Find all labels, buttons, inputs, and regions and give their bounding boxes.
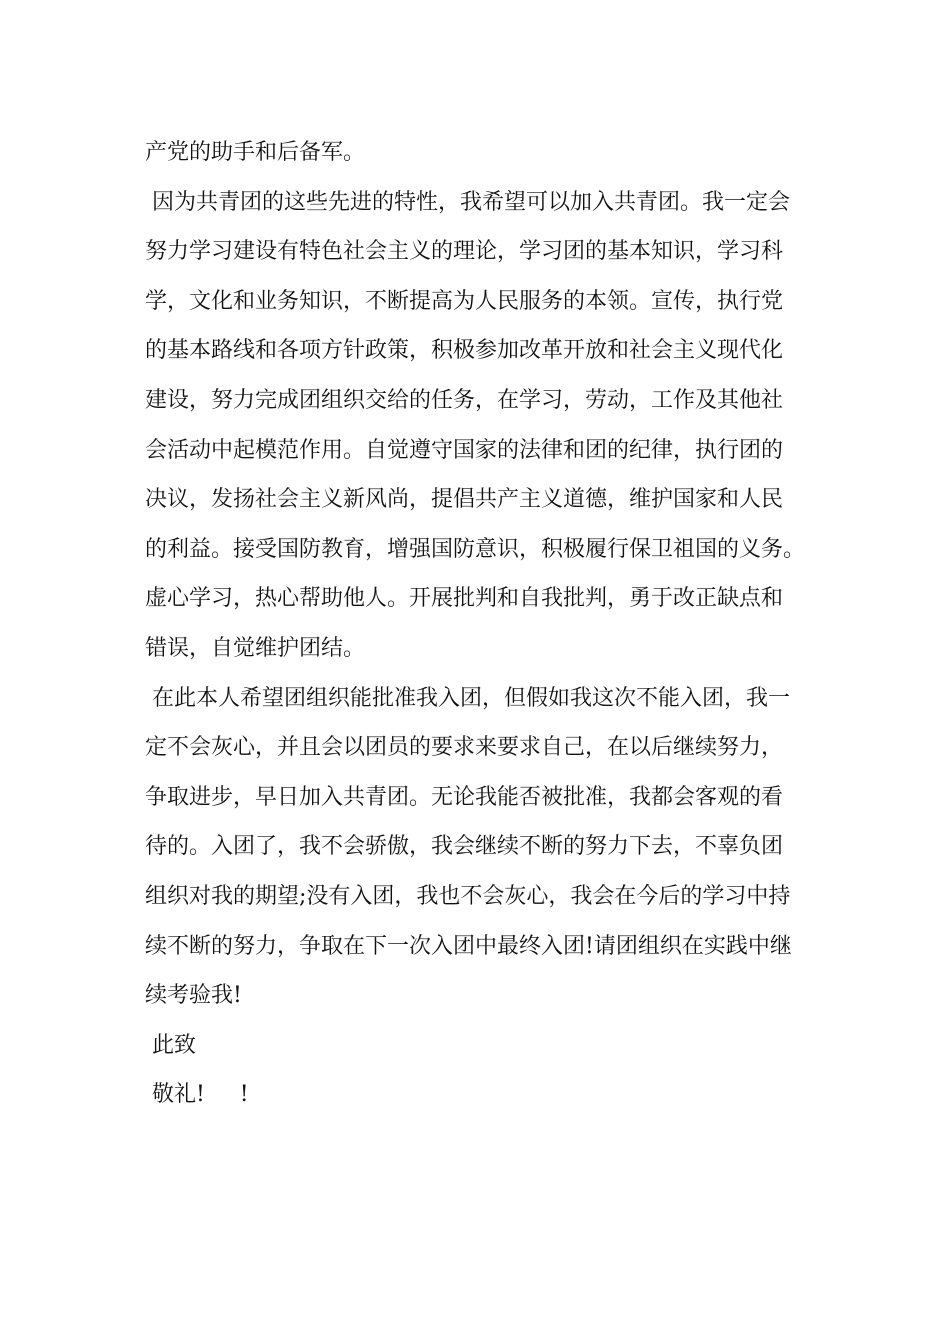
text-line: 定不会灰心，并且会以团员的要求来要求自己，在以后继续努力，: [145, 735, 784, 761]
text-line: 的利益。接受国防教育，增强国防意识，积极履行保卫祖国的义务。: [145, 536, 806, 562]
text-line: 因为共青团的这些先进的特性，我希望可以加入共青团。我一定会: [145, 189, 790, 215]
text-line: 在此本人希望团组织能批准我入团，但假如我这次不能入团，我一: [145, 685, 790, 711]
text-line: 学，文化和业务知识，不断提高为人民服务的本领。宣传，执行党: [145, 288, 784, 314]
text-line: 续不断的努力，争取在下一次入团中最终入团!请团组织在实践中继: [145, 933, 792, 959]
text-line: 的基本路线和各项方针政策，积极参加改革开放和社会主义现代化: [145, 338, 784, 364]
letter-body: [145, 128, 825, 1120]
text-line: 决议，发扬社会主义新风尚，提倡共产主义道德，维护国家和人民: [145, 487, 784, 513]
text-line: 建设，努力完成团组织交给的任务，在学习，劳动，工作及其他社: [145, 387, 784, 413]
text-line: 会活动中起模范作用。自觉遵守国家的法律和团的纪律，执行团的: [145, 437, 784, 463]
text-line: 组织对我的期望;没有入团，我也不会灰心，我会在今后的学习中持: [145, 883, 791, 909]
text-line: 待的。入团了，我不会骄傲，我会继续不断的努力下去，不辜负团: [145, 834, 784, 860]
text-line: 产党的助手和后备军。: [145, 140, 366, 165]
closing-regards: 敬礼! !: [145, 1082, 249, 1108]
closing-salutation: 此致: [145, 1032, 196, 1058]
text-line: 虚心学习，热心帮助他人。开展批判和自我批判，勇于改正缺点和: [145, 586, 784, 612]
text-line: 努力学习建设有特色社会主义的理论，学习团的基本知识，学习科: [145, 239, 784, 265]
text-line: 错误，自觉维护团结。: [145, 635, 366, 661]
text-line: 续考验我!: [145, 983, 242, 1009]
text-line: 争取进步，早日加入共青团。无论我能否被批准，我都会客观的看: [145, 784, 784, 810]
